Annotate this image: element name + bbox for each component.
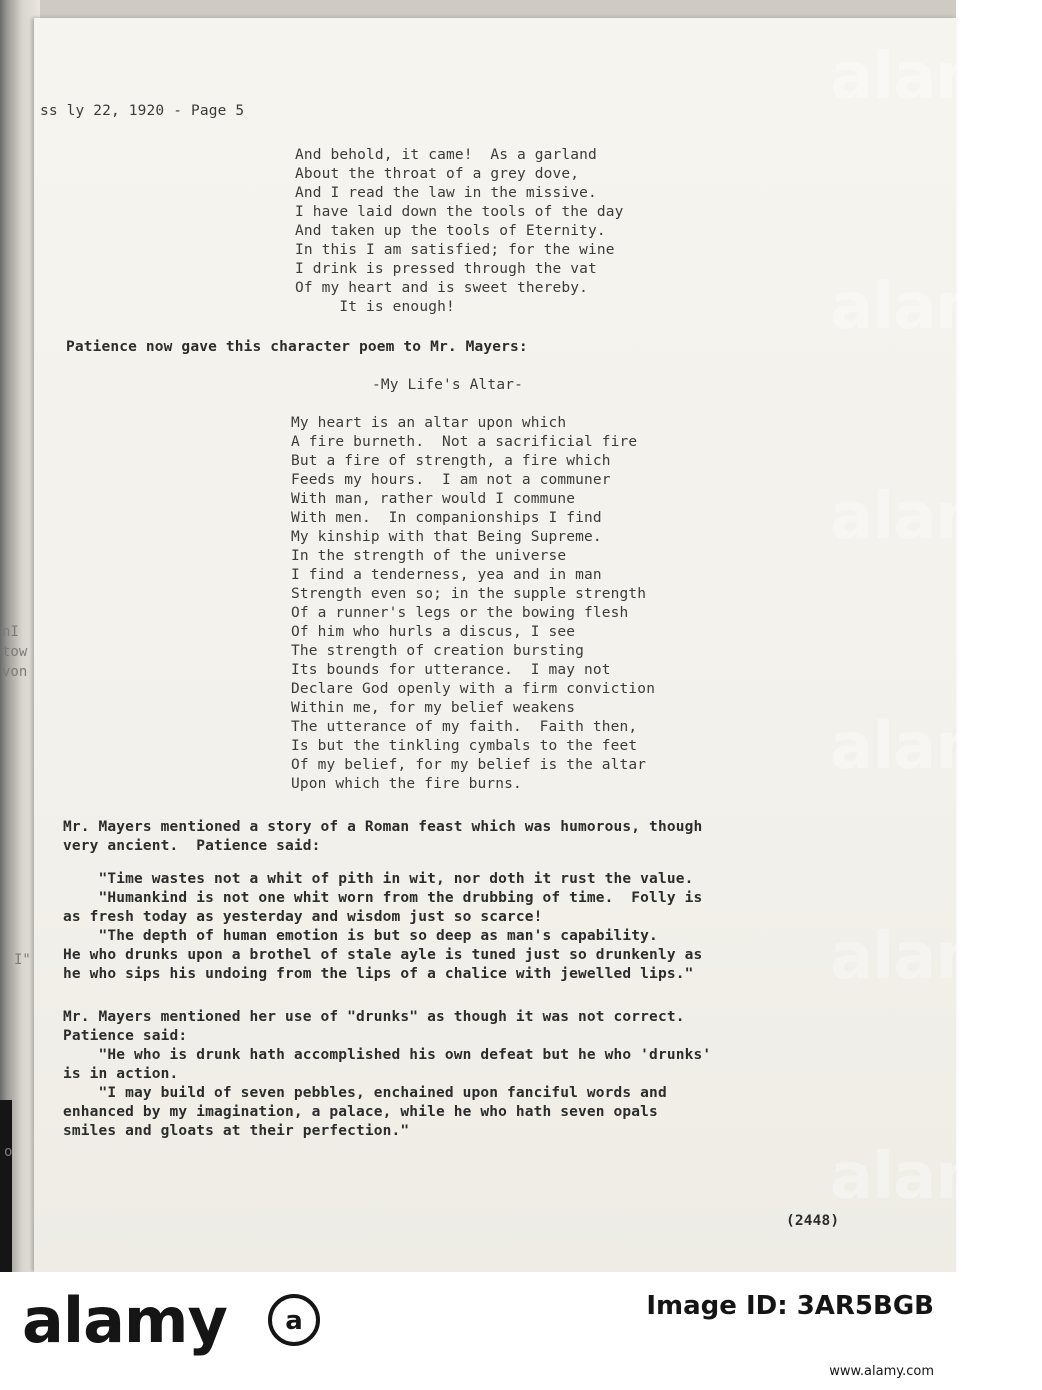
poem-line: I drink is pressed through the vat bbox=[295, 261, 597, 277]
poem-line: Declare God openly with a firm conviction bbox=[291, 681, 656, 697]
bleed-through-mark: I" bbox=[14, 952, 31, 968]
bleed-through-mark: von bbox=[2, 664, 28, 680]
stock-footer bbox=[0, 1272, 956, 1390]
watermark: alamy bbox=[830, 270, 1042, 344]
paragraph-line: Patience said: bbox=[63, 1028, 188, 1044]
poem-line: With man, rather would I commune bbox=[291, 491, 576, 507]
poem-line: Of a runner's legs or the bowing flesh bbox=[291, 605, 629, 621]
brand-mark-icon bbox=[268, 1294, 320, 1346]
quote-line: "Time wastes not a whit of pith in wit, nor doth it rust the value. bbox=[63, 871, 694, 887]
quote-line: he who sips his undoing from the lips of a chalice with jewelled lips." bbox=[63, 966, 694, 982]
quote-line: smiles and gloats at their perfection." bbox=[63, 1123, 410, 1139]
image-meta bbox=[646, 1290, 934, 1322]
poem-line: It is enough! bbox=[295, 299, 455, 315]
page-number: (2448) bbox=[786, 1213, 840, 1229]
poem-line: My kinship with that Being Supreme. bbox=[291, 529, 602, 545]
intro-line: Patience now gave this character poem to Mr. Mayers: bbox=[66, 339, 528, 355]
poem-line: Its bounds for utterance. I may not bbox=[291, 662, 611, 678]
poem-line: Of him who hurls a discus, I see bbox=[291, 624, 576, 640]
brand-logo: alamy bbox=[22, 1284, 227, 1357]
poem-line: About the throat of a grey dove, bbox=[295, 166, 580, 182]
poem-line: The utterance of my faith. Faith then, bbox=[291, 719, 638, 735]
poem-line: A fire burneth. Not a sacrificial fire bbox=[291, 434, 638, 450]
poem-line: Of my belief, for my belief is the altar bbox=[291, 757, 647, 773]
poem-line: Feeds my hours. I am not a communer bbox=[291, 472, 611, 488]
quote-line: as fresh today as yesterday and wisdom just so scarce! bbox=[63, 909, 543, 925]
bleed-through-mark: o bbox=[4, 1144, 13, 1160]
svg-text:a: a bbox=[285, 1306, 303, 1336]
quote-line: enhanced by my imagination, a palace, while he who hath seven opals bbox=[63, 1104, 658, 1120]
quote-line: He who drunks upon a brothel of stale ayle is tuned just so drunkenly as bbox=[63, 947, 703, 963]
watermark: alamy bbox=[830, 480, 1042, 554]
poem-line: My heart is an altar upon which bbox=[291, 415, 567, 431]
site-url[interactable]: www.alamy.com bbox=[829, 1364, 934, 1379]
poem-line: In this I am satisfied; for the wine bbox=[295, 242, 615, 258]
poem-line: With men. In companionships I find bbox=[291, 510, 602, 526]
poem-line: In the strength of the universe bbox=[291, 548, 567, 564]
paragraph-line: Mr. Mayers mentioned her use of "drunks" as though it was not correct. bbox=[63, 1009, 685, 1025]
poem-line: And behold, it came! As a garland bbox=[295, 147, 597, 163]
quote-line: "I may build of seven pebbles, enchained upon fanciful words and bbox=[63, 1085, 667, 1101]
paragraph-line: very ancient. Patience said: bbox=[63, 838, 321, 854]
poem-line: The strength of creation bursting bbox=[291, 643, 585, 659]
poem-line: But a fire of strength, a fire which bbox=[291, 453, 611, 469]
bleed-through-mark: tow bbox=[2, 644, 28, 660]
paragraph-line: Mr. Mayers mentioned a story of a Roman feast which was humorous, though bbox=[63, 819, 703, 835]
image-id: Image ID: 3AR5BGB bbox=[646, 1291, 934, 1321]
watermark: alamy bbox=[830, 920, 1042, 994]
quote-line: "The depth of human emotion is but so deep as man's capability. bbox=[63, 928, 658, 944]
poem-line: Strength even so; in the supple strength bbox=[291, 586, 647, 602]
poem-line: I find a tenderness, yea and in man bbox=[291, 567, 602, 583]
poem-title: -My Life's Altar- bbox=[372, 377, 523, 393]
watermark: alamy bbox=[830, 710, 1042, 784]
watermark: alamy bbox=[830, 40, 1042, 114]
bleed-through-mark: nI bbox=[2, 624, 19, 640]
page-header: ss ly 22, 1920 - Page 5 bbox=[40, 103, 245, 119]
quote-line: "Humankind is not one whit worn from the drubbing of time. Folly is bbox=[63, 890, 703, 906]
poem-line: Is but the tinkling cymbals to the feet bbox=[291, 738, 638, 754]
poem-line: Of my heart and is sweet thereby. bbox=[295, 280, 589, 296]
poem-line: Upon which the fire burns. bbox=[291, 776, 522, 792]
poem-line: And taken up the tools of Eternity. bbox=[295, 223, 606, 239]
quote-line: is in action. bbox=[63, 1066, 179, 1082]
watermark: alamy bbox=[830, 1140, 1042, 1214]
poem-line: And I read the law in the missive. bbox=[295, 185, 597, 201]
quote-line: "He who is drunk hath accomplished his own defeat but he who 'drunks' bbox=[63, 1047, 712, 1063]
poem-line: I have laid down the tools of the day bbox=[295, 204, 624, 220]
binding-shadow bbox=[0, 1100, 12, 1272]
poem-line: Within me, for my belief weakens bbox=[291, 700, 576, 716]
